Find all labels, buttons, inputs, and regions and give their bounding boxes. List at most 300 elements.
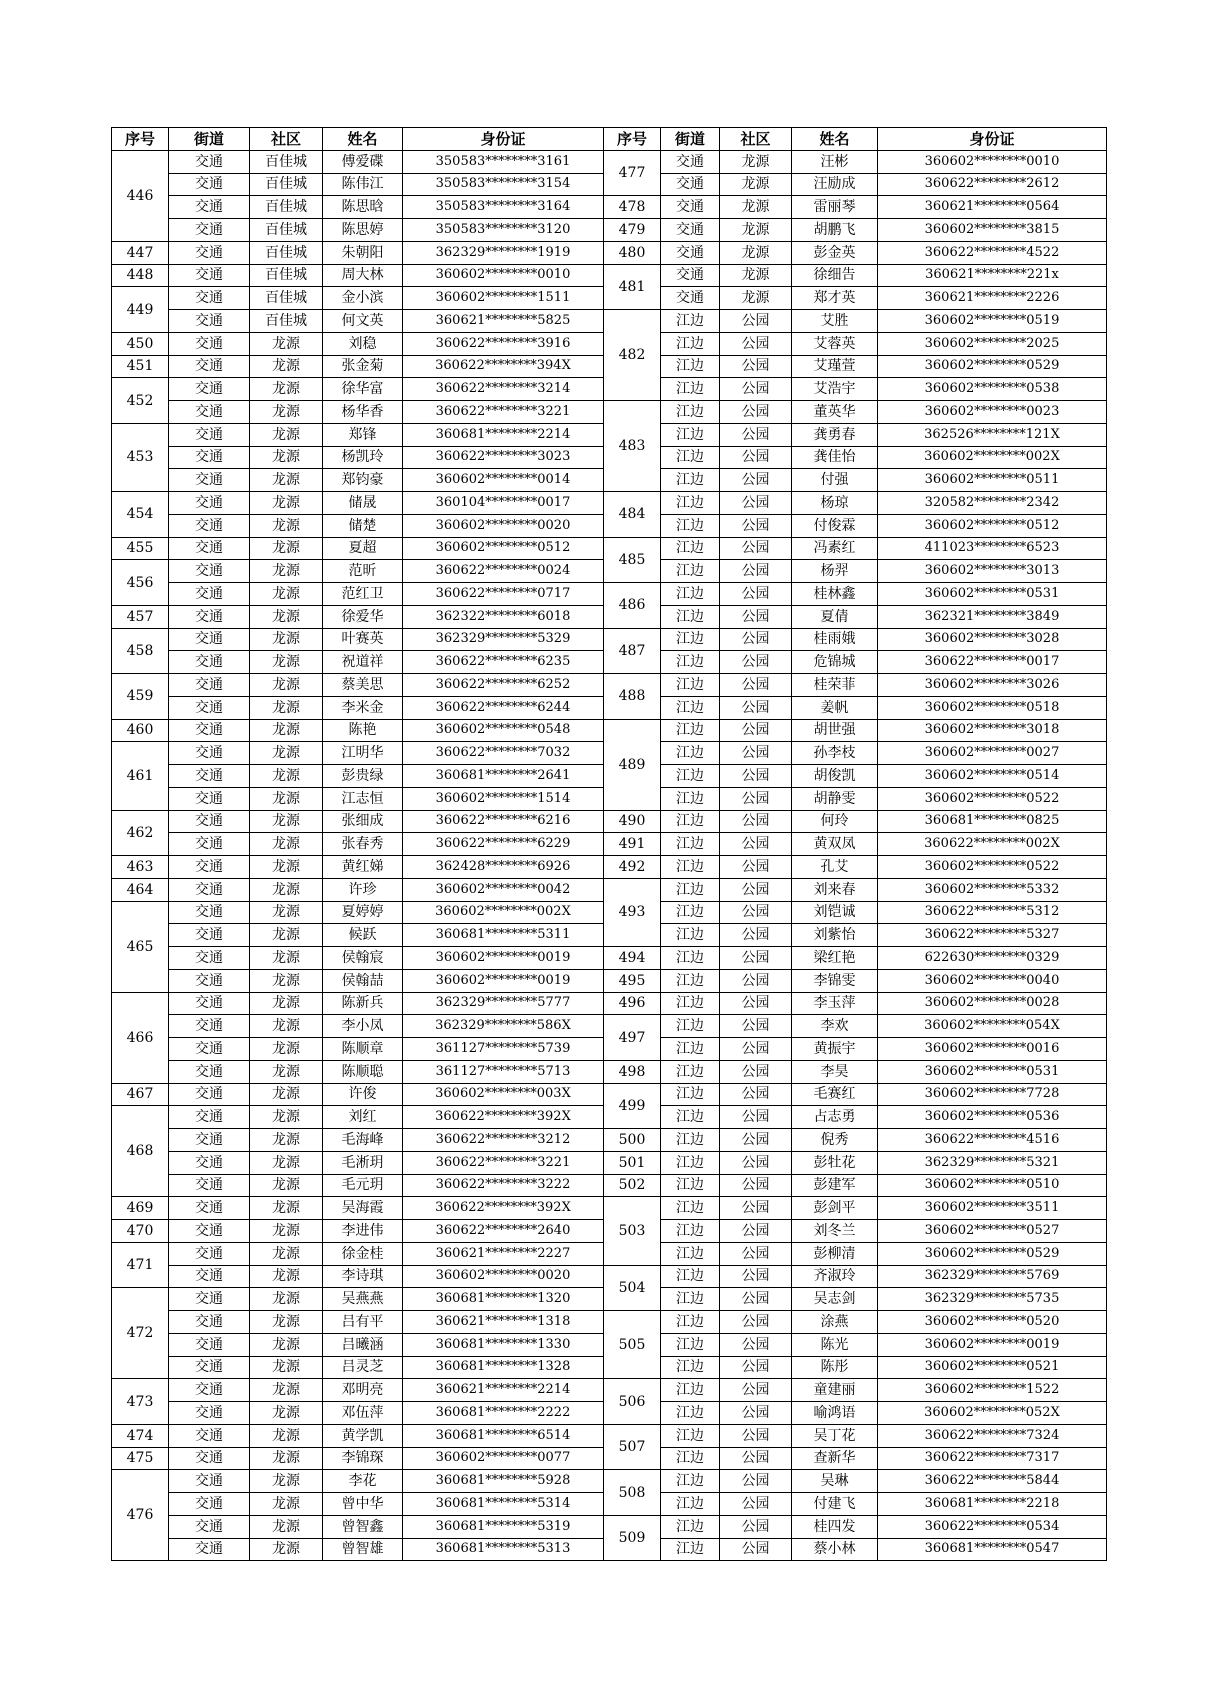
seq-cell: 497 [604, 1015, 661, 1061]
street-cell: 交通 [169, 651, 250, 674]
name-cell: 江志恒 [323, 787, 403, 810]
id-card-cell: 360602********0010 [878, 150, 1107, 173]
id-card-cell: 360681********1328 [403, 1356, 604, 1379]
street-cell: 交通 [169, 605, 250, 628]
name-cell: 张细成 [323, 810, 403, 833]
table-row [604, 1356, 1107, 1379]
table-row [604, 560, 1107, 583]
seq-cell: 470 [112, 1220, 169, 1243]
name-cell: 龚勇春 [792, 423, 878, 446]
seq-cell: 472 [112, 1288, 169, 1379]
street-cell: 江边 [661, 401, 720, 424]
id-card-cell: 360622********4522 [878, 241, 1107, 264]
community-cell: 公园 [720, 332, 792, 355]
table-row [604, 1538, 1107, 1561]
community-cell: 公园 [720, 810, 792, 833]
name-cell: 李欢 [792, 1015, 878, 1038]
table-row [112, 1493, 604, 1516]
street-cell: 交通 [169, 469, 250, 492]
seq-cell: 489 [604, 719, 661, 810]
table-row [112, 1470, 604, 1493]
community-cell: 公园 [720, 1060, 792, 1083]
header-row [112, 128, 604, 151]
name-cell: 刘铠诚 [792, 901, 878, 924]
name-cell: 黄学凯 [323, 1424, 403, 1447]
seq-cell: 464 [112, 878, 169, 901]
street-cell: 交通 [169, 833, 250, 856]
name-cell: 刘紫怡 [792, 924, 878, 947]
street-cell: 交通 [169, 1447, 250, 1470]
seq-cell: 480 [604, 241, 661, 264]
seq-cell: 492 [604, 856, 661, 879]
roster-table-left [111, 127, 604, 1561]
community-cell: 龙源 [250, 378, 323, 401]
table-row [112, 992, 604, 1015]
table-row [112, 901, 604, 924]
id-card-cell: 320582********2342 [878, 492, 1107, 515]
id-card-cell: 360602********003X [403, 1083, 604, 1106]
table-row [112, 628, 604, 651]
seq-cell: 495 [604, 969, 661, 992]
name-cell: 蔡美思 [323, 674, 403, 697]
table-row [112, 355, 604, 378]
id-card-cell: 360621********2227 [403, 1242, 604, 1265]
id-card-cell: 360622********7317 [878, 1447, 1107, 1470]
table-row [604, 1129, 1107, 1152]
seq-cell: 458 [112, 628, 169, 674]
id-card-cell: 360104********0017 [403, 492, 604, 515]
street-cell: 交通 [169, 355, 250, 378]
name-cell: 艾瑾萱 [792, 355, 878, 378]
name-cell: 胡静雯 [792, 787, 878, 810]
community-cell: 公园 [720, 787, 792, 810]
name-cell: 李花 [323, 1470, 403, 1493]
table-row [112, 241, 604, 264]
community-cell: 公园 [720, 1197, 792, 1220]
name-cell: 江明华 [323, 742, 403, 765]
name-cell: 邓明亮 [323, 1379, 403, 1402]
seq-cell: 451 [112, 355, 169, 378]
seq-cell: 467 [112, 1083, 169, 1106]
table-row [112, 150, 604, 173]
community-cell: 龙源 [250, 1402, 323, 1425]
seq-cell: 457 [112, 605, 169, 628]
id-card-cell: 360602********3013 [878, 560, 1107, 583]
street-cell: 江边 [661, 787, 720, 810]
street-cell: 交通 [169, 878, 250, 901]
seq-cell: 499 [604, 1083, 661, 1129]
street-cell: 江边 [661, 924, 720, 947]
community-cell: 公园 [720, 696, 792, 719]
name-cell: 金小滨 [323, 287, 403, 310]
street-cell: 交通 [169, 219, 250, 242]
id-card-cell: 360602********1511 [403, 287, 604, 310]
community-cell: 龙源 [250, 1083, 323, 1106]
community-cell: 公园 [720, 605, 792, 628]
street-cell: 交通 [169, 1129, 250, 1152]
street-cell: 交通 [169, 787, 250, 810]
name-cell: 黄红娣 [323, 856, 403, 879]
community-cell: 龙源 [250, 765, 323, 788]
name-cell: 李玉萍 [792, 992, 878, 1015]
community-cell: 龙源 [250, 1242, 323, 1265]
id-card-cell: 360602********3018 [878, 719, 1107, 742]
seq-cell: 485 [604, 537, 661, 583]
name-cell: 艾浩宇 [792, 378, 878, 401]
seq-cell: 481 [604, 264, 661, 310]
street-cell: 交通 [169, 1470, 250, 1493]
id-card-cell: 360602********0531 [878, 583, 1107, 606]
table-row [112, 264, 604, 287]
name-cell: 周大林 [323, 264, 403, 287]
community-cell: 龙源 [720, 287, 792, 310]
seq-cell: 447 [112, 241, 169, 264]
name-cell: 梁红艳 [792, 947, 878, 970]
header-community: 社区 [250, 128, 323, 151]
community-cell: 龙源 [250, 446, 323, 469]
id-card-cell: 362329********586X [403, 1015, 604, 1038]
name-cell: 夏婷婷 [323, 901, 403, 924]
street-cell: 交通 [169, 423, 250, 446]
name-cell: 彭建军 [792, 1174, 878, 1197]
table-row [604, 1038, 1107, 1061]
seq-cell: 482 [604, 310, 661, 401]
table-row [112, 878, 604, 901]
street-cell: 交通 [169, 1311, 250, 1334]
name-cell: 储晟 [323, 492, 403, 515]
seq-cell: 478 [604, 196, 661, 219]
street-cell: 交通 [169, 287, 250, 310]
community-cell: 龙源 [250, 1106, 323, 1129]
table-row [112, 1129, 604, 1152]
name-cell: 郑才英 [792, 287, 878, 310]
name-cell: 刘红 [323, 1106, 403, 1129]
community-cell: 龙源 [250, 332, 323, 355]
street-cell: 交通 [169, 378, 250, 401]
street-cell: 交通 [169, 492, 250, 515]
seq-cell: 449 [112, 287, 169, 333]
table-row [112, 810, 604, 833]
id-card-cell: 360602********0511 [878, 469, 1107, 492]
id-card-cell: 360602********1522 [878, 1379, 1107, 1402]
table-row [604, 310, 1107, 333]
seq-cell: 462 [112, 810, 169, 856]
roster-table-right [603, 127, 1107, 1561]
community-cell: 公园 [720, 674, 792, 697]
community-cell: 龙源 [250, 1447, 323, 1470]
name-cell: 陈新兵 [323, 992, 403, 1015]
id-card-cell: 360622********0017 [878, 651, 1107, 674]
id-card-cell: 360622********3221 [403, 1151, 604, 1174]
community-cell: 公园 [720, 856, 792, 879]
name-cell: 毛元玥 [323, 1174, 403, 1197]
table-row [604, 969, 1107, 992]
street-cell: 江边 [661, 1174, 720, 1197]
community-cell: 龙源 [250, 1424, 323, 1447]
table-row [604, 674, 1107, 697]
id-card-cell: 360602********0531 [878, 1060, 1107, 1083]
table-row [604, 924, 1107, 947]
community-cell: 公园 [720, 583, 792, 606]
seq-cell: 490 [604, 810, 661, 833]
community-cell: 龙源 [720, 264, 792, 287]
table-row [604, 241, 1107, 264]
community-cell: 龙源 [250, 1220, 323, 1243]
community-cell: 龙源 [250, 810, 323, 833]
name-cell: 付建飞 [792, 1493, 878, 1516]
header-id-card: 身份证 [403, 128, 604, 151]
street-cell: 交通 [661, 219, 720, 242]
id-card-cell: 360622********5844 [878, 1470, 1107, 1493]
street-cell: 江边 [661, 583, 720, 606]
seq-cell: 465 [112, 901, 169, 992]
id-card-cell: 360602********0016 [878, 1038, 1107, 1061]
street-cell: 江边 [661, 1424, 720, 1447]
name-cell: 李进伟 [323, 1220, 403, 1243]
community-cell: 龙源 [250, 1311, 323, 1334]
id-card-cell: 360602********2025 [878, 332, 1107, 355]
id-card-cell: 360602********002X [403, 901, 604, 924]
name-cell: 张金菊 [323, 355, 403, 378]
community-cell: 龙源 [250, 1288, 323, 1311]
name-cell: 艾胜 [792, 310, 878, 333]
community-cell: 龙源 [720, 150, 792, 173]
id-card-cell: 360622********3023 [403, 446, 604, 469]
table-row [112, 196, 604, 219]
id-card-cell: 360602********054X [878, 1015, 1107, 1038]
street-cell: 江边 [661, 719, 720, 742]
header-name: 姓名 [792, 128, 878, 151]
name-cell: 喻鸿语 [792, 1402, 878, 1425]
name-cell: 董英华 [792, 401, 878, 424]
community-cell: 龙源 [250, 947, 323, 970]
seq-cell: 509 [604, 1515, 661, 1561]
table-row [112, 1402, 604, 1425]
seq-cell: 493 [604, 878, 661, 946]
name-cell: 叶赛英 [323, 628, 403, 651]
community-cell: 龙源 [250, 1174, 323, 1197]
name-cell: 胡俊凯 [792, 765, 878, 788]
table-row [112, 1015, 604, 1038]
seq-cell: 456 [112, 560, 169, 606]
table-row [112, 674, 604, 697]
street-cell: 江边 [661, 1333, 720, 1356]
name-cell: 姜帆 [792, 696, 878, 719]
community-cell: 百佳城 [250, 219, 323, 242]
table-row [112, 719, 604, 742]
seq-cell: 469 [112, 1197, 169, 1220]
table-row [112, 332, 604, 355]
table-row [112, 446, 604, 469]
community-cell: 公园 [720, 878, 792, 901]
community-cell: 百佳城 [250, 287, 323, 310]
street-cell: 交通 [169, 1288, 250, 1311]
name-cell: 范红卫 [323, 583, 403, 606]
community-cell: 百佳城 [250, 173, 323, 196]
community-cell: 公园 [720, 1242, 792, 1265]
name-cell: 祝道祥 [323, 651, 403, 674]
street-cell: 交通 [169, 856, 250, 879]
id-card-cell: 360622********002X [878, 833, 1107, 856]
name-cell: 吕灵芝 [323, 1356, 403, 1379]
table-row [112, 1265, 604, 1288]
id-card-cell: 360622********5312 [878, 901, 1107, 924]
name-cell: 桂雨娥 [792, 628, 878, 651]
seq-cell: 461 [112, 742, 169, 810]
community-cell: 龙源 [250, 787, 323, 810]
street-cell: 交通 [169, 514, 250, 537]
community-cell: 龙源 [250, 401, 323, 424]
name-cell: 桂四发 [792, 1515, 878, 1538]
community-cell: 龙源 [250, 969, 323, 992]
street-cell: 江边 [661, 1151, 720, 1174]
name-cell: 杨华香 [323, 401, 403, 424]
street-cell: 交通 [169, 537, 250, 560]
id-card-cell: 360681********5314 [403, 1493, 604, 1516]
street-cell: 交通 [661, 264, 720, 287]
table-row [604, 833, 1107, 856]
community-cell: 龙源 [250, 1060, 323, 1083]
community-cell: 龙源 [250, 696, 323, 719]
street-cell: 江边 [661, 901, 720, 924]
table-row [112, 969, 604, 992]
community-cell: 龙源 [250, 992, 323, 1015]
community-cell: 龙源 [250, 1038, 323, 1061]
street-cell: 江边 [661, 1015, 720, 1038]
id-card-cell: 360621********1318 [403, 1311, 604, 1334]
name-cell: 张春秀 [323, 833, 403, 856]
id-card-cell: 360602********7728 [878, 1083, 1107, 1106]
table-row [112, 514, 604, 537]
id-card-cell: 360602********0521 [878, 1356, 1107, 1379]
table-row [112, 856, 604, 879]
street-cell: 江边 [661, 332, 720, 355]
community-cell: 公园 [720, 378, 792, 401]
table-row [604, 1311, 1107, 1334]
community-cell: 公园 [720, 1174, 792, 1197]
table-row [604, 150, 1107, 173]
community-cell: 公园 [720, 1333, 792, 1356]
name-cell: 吴燕燕 [323, 1288, 403, 1311]
street-cell: 交通 [661, 173, 720, 196]
community-cell: 公园 [720, 1038, 792, 1061]
name-cell: 胡世强 [792, 719, 878, 742]
id-card-cell: 360602********0548 [403, 719, 604, 742]
street-cell: 交通 [661, 196, 720, 219]
table-row [604, 1288, 1107, 1311]
seq-cell: 483 [604, 401, 661, 492]
street-cell: 交通 [169, 264, 250, 287]
street-cell: 江边 [661, 514, 720, 537]
table-row [604, 1197, 1107, 1220]
seq-cell: 473 [112, 1379, 169, 1425]
street-cell: 江边 [661, 1129, 720, 1152]
id-card-cell: 360602********0520 [878, 1311, 1107, 1334]
name-cell: 杨凯玲 [323, 446, 403, 469]
seq-cell: 479 [604, 219, 661, 242]
id-card-cell: 622630********0329 [878, 947, 1107, 970]
id-card-cell: 360602********3028 [878, 628, 1107, 651]
seq-cell: 448 [112, 264, 169, 287]
table-row [604, 173, 1107, 196]
name-cell: 许俊 [323, 1083, 403, 1106]
id-card-cell: 360602********0019 [403, 947, 604, 970]
table-row [604, 401, 1107, 424]
street-cell: 江边 [661, 856, 720, 879]
seq-cell: 476 [112, 1470, 169, 1561]
street-cell: 江边 [661, 423, 720, 446]
name-cell: 付强 [792, 469, 878, 492]
seq-cell: 508 [604, 1470, 661, 1516]
id-card-cell: 360622********3214 [403, 378, 604, 401]
id-card-cell: 360602********5332 [878, 878, 1107, 901]
community-cell: 龙源 [250, 1515, 323, 1538]
table-row [112, 423, 604, 446]
community-cell: 公园 [720, 1356, 792, 1379]
table-row [604, 1060, 1107, 1083]
community-cell: 龙源 [250, 742, 323, 765]
community-cell: 龙源 [720, 196, 792, 219]
seq-cell: 446 [112, 150, 169, 241]
street-cell: 交通 [169, 1379, 250, 1402]
id-card-cell: 360602********0512 [878, 514, 1107, 537]
street-cell: 交通 [169, 1493, 250, 1516]
id-card-cell: 360681********2222 [403, 1402, 604, 1425]
street-cell: 交通 [169, 1333, 250, 1356]
id-card-cell: 362526********121X [878, 423, 1107, 446]
table-row [604, 1083, 1107, 1106]
seq-cell: 455 [112, 537, 169, 560]
community-cell: 公园 [720, 514, 792, 537]
community-cell: 公园 [720, 1424, 792, 1447]
id-card-cell: 360602********1514 [403, 787, 604, 810]
street-cell: 江边 [661, 1288, 720, 1311]
seq-cell: 460 [112, 719, 169, 742]
name-cell: 蔡小林 [792, 1538, 878, 1561]
street-cell: 江边 [661, 1515, 720, 1538]
name-cell: 吴丁花 [792, 1424, 878, 1447]
table-row [112, 537, 604, 560]
table-row [112, 1424, 604, 1447]
id-card-cell: 360602********0522 [878, 856, 1107, 879]
seq-cell: 452 [112, 378, 169, 424]
street-cell: 江边 [661, 1379, 720, 1402]
name-cell: 杨羿 [792, 560, 878, 583]
street-cell: 交通 [169, 924, 250, 947]
id-card-cell: 360602********0028 [878, 992, 1107, 1015]
id-card-cell: 361127********5739 [403, 1038, 604, 1061]
community-cell: 公园 [720, 1402, 792, 1425]
community-cell: 龙源 [250, 1333, 323, 1356]
table-row [604, 1220, 1107, 1243]
id-card-cell: 360621********5825 [403, 310, 604, 333]
community-cell: 公园 [720, 719, 792, 742]
table-row [604, 423, 1107, 446]
street-cell: 江边 [661, 765, 720, 788]
street-cell: 江边 [661, 355, 720, 378]
community-cell: 百佳城 [250, 264, 323, 287]
table-row [112, 1311, 604, 1334]
id-card-cell: 360622********7324 [878, 1424, 1107, 1447]
street-cell: 交通 [169, 1060, 250, 1083]
street-cell: 江边 [661, 378, 720, 401]
community-cell: 龙源 [250, 1538, 323, 1561]
header-seq: 序号 [604, 128, 661, 151]
street-cell: 江边 [661, 878, 720, 901]
seq-cell: 463 [112, 856, 169, 879]
community-cell: 公园 [720, 1493, 792, 1516]
street-cell: 交通 [169, 1038, 250, 1061]
